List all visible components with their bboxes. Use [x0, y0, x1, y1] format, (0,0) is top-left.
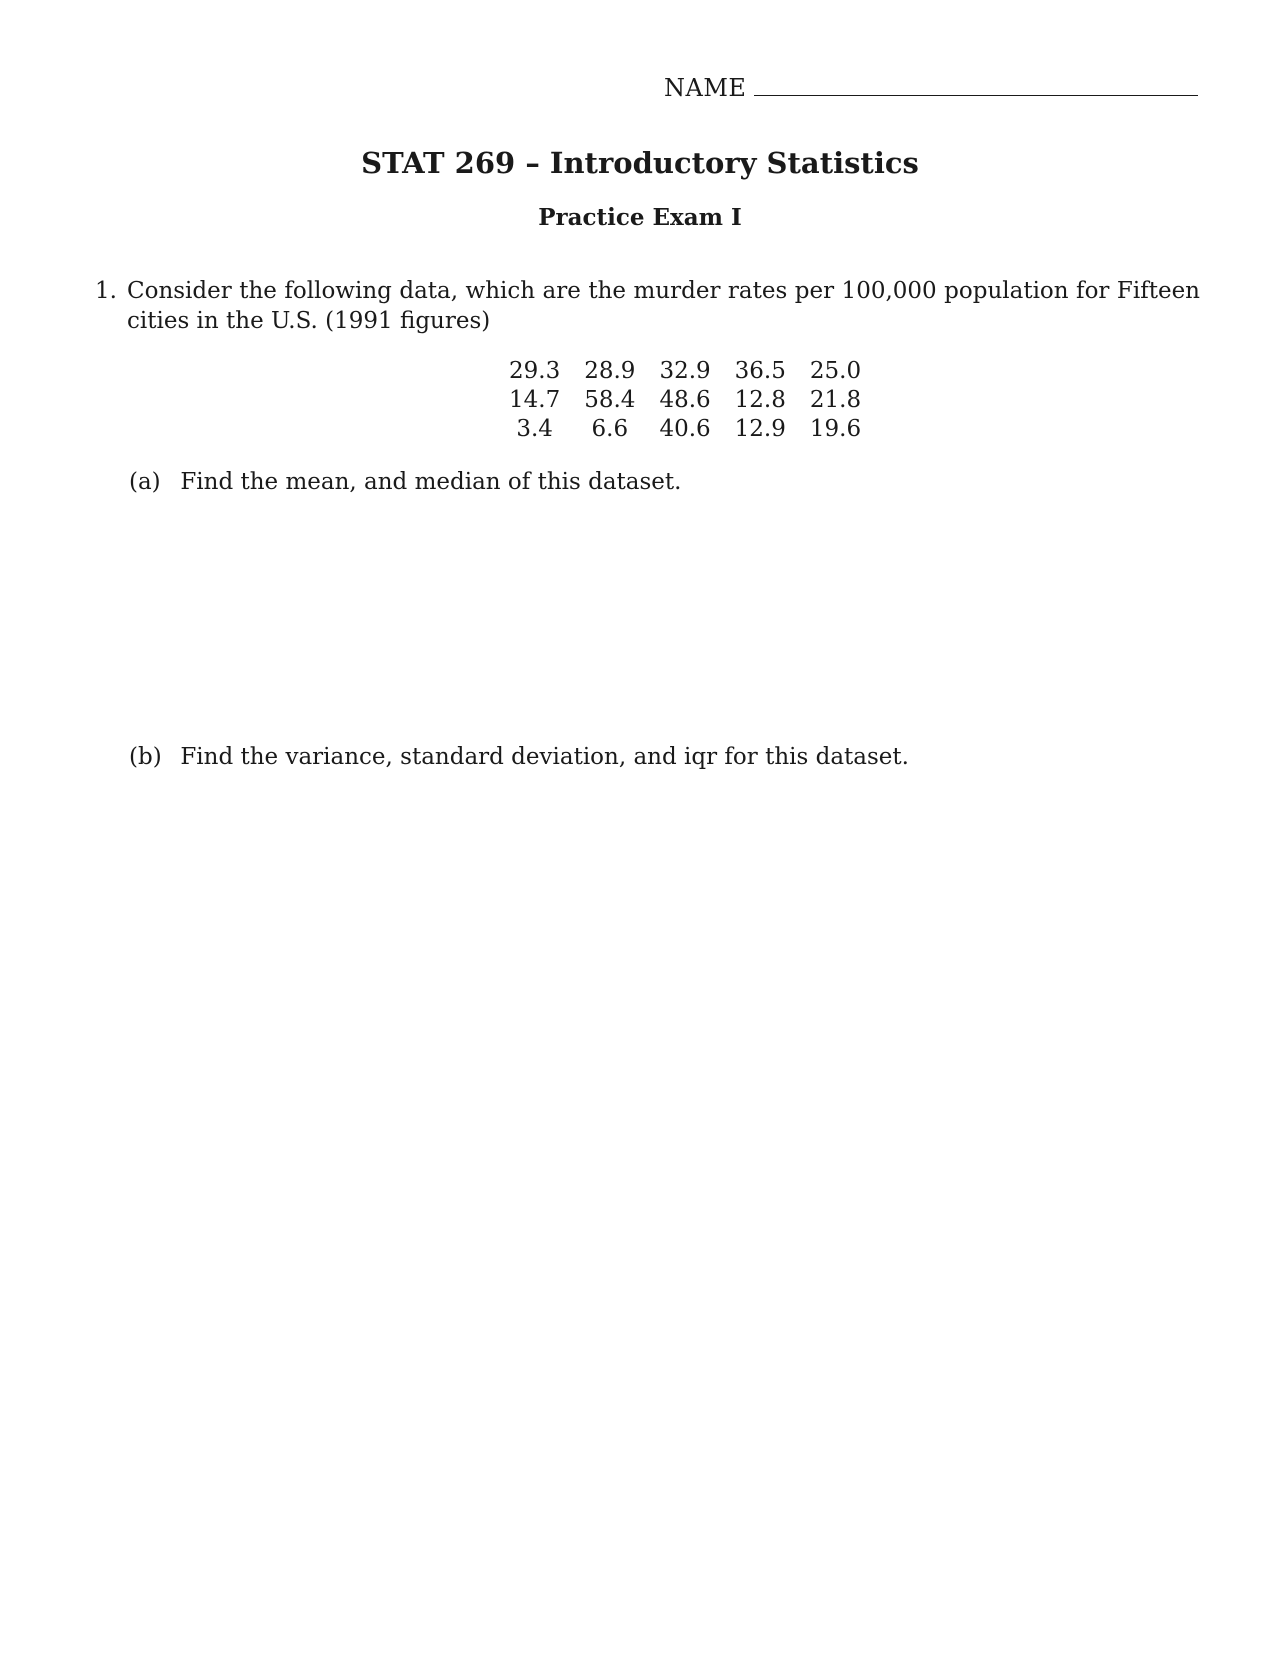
table-cell: 12.8 — [734, 386, 786, 413]
part-label: (b) — [129, 744, 162, 770]
table-cell: 28.9 — [584, 357, 636, 384]
table-cell: 29.3 — [509, 357, 561, 384]
table-cell: 12.9 — [734, 415, 786, 442]
question-part-b — [129, 742, 909, 772]
table-row — [497, 385, 873, 414]
question-text: Consider the following data, which are the murder rates per 100,000 population for Fifteen cities in the U.S. (1991 figures) — [127, 278, 1200, 334]
table-row — [497, 414, 873, 443]
table-cell: 3.4 — [516, 415, 553, 442]
table-cell: 58.4 — [584, 386, 636, 413]
part-label: (a) — [129, 469, 161, 495]
exam-subtitle: Practice Exam I — [538, 204, 742, 231]
table-cell: 40.6 — [659, 415, 711, 442]
name-blank-line[interactable] — [754, 95, 1198, 96]
name-label: NAME — [664, 74, 747, 102]
name-field[interactable] — [664, 70, 1198, 100]
table-cell: 6.6 — [591, 415, 629, 442]
table-cell: 36.5 — [734, 357, 786, 384]
part-text: Find the variance, standard deviation, and iqr for this dataset. — [180, 744, 909, 770]
question-1 — [95, 276, 1200, 336]
table-cell: 14.7 — [509, 386, 561, 413]
question-number: 1. — [95, 278, 117, 304]
table-cell: 48.6 — [659, 386, 711, 413]
table-cell: 21.8 — [809, 386, 862, 413]
table-cell: 32.9 — [659, 357, 711, 384]
table-cell: 25.0 — [809, 357, 862, 384]
page-title: STAT 269 – Introductory Statistics — [361, 146, 919, 180]
data-table — [497, 356, 873, 443]
table-cell: 19.6 — [809, 415, 862, 442]
question-part-a — [129, 467, 681, 497]
part-text: Find the mean, and median of this dataset. — [180, 469, 682, 495]
table-row — [497, 356, 873, 385]
